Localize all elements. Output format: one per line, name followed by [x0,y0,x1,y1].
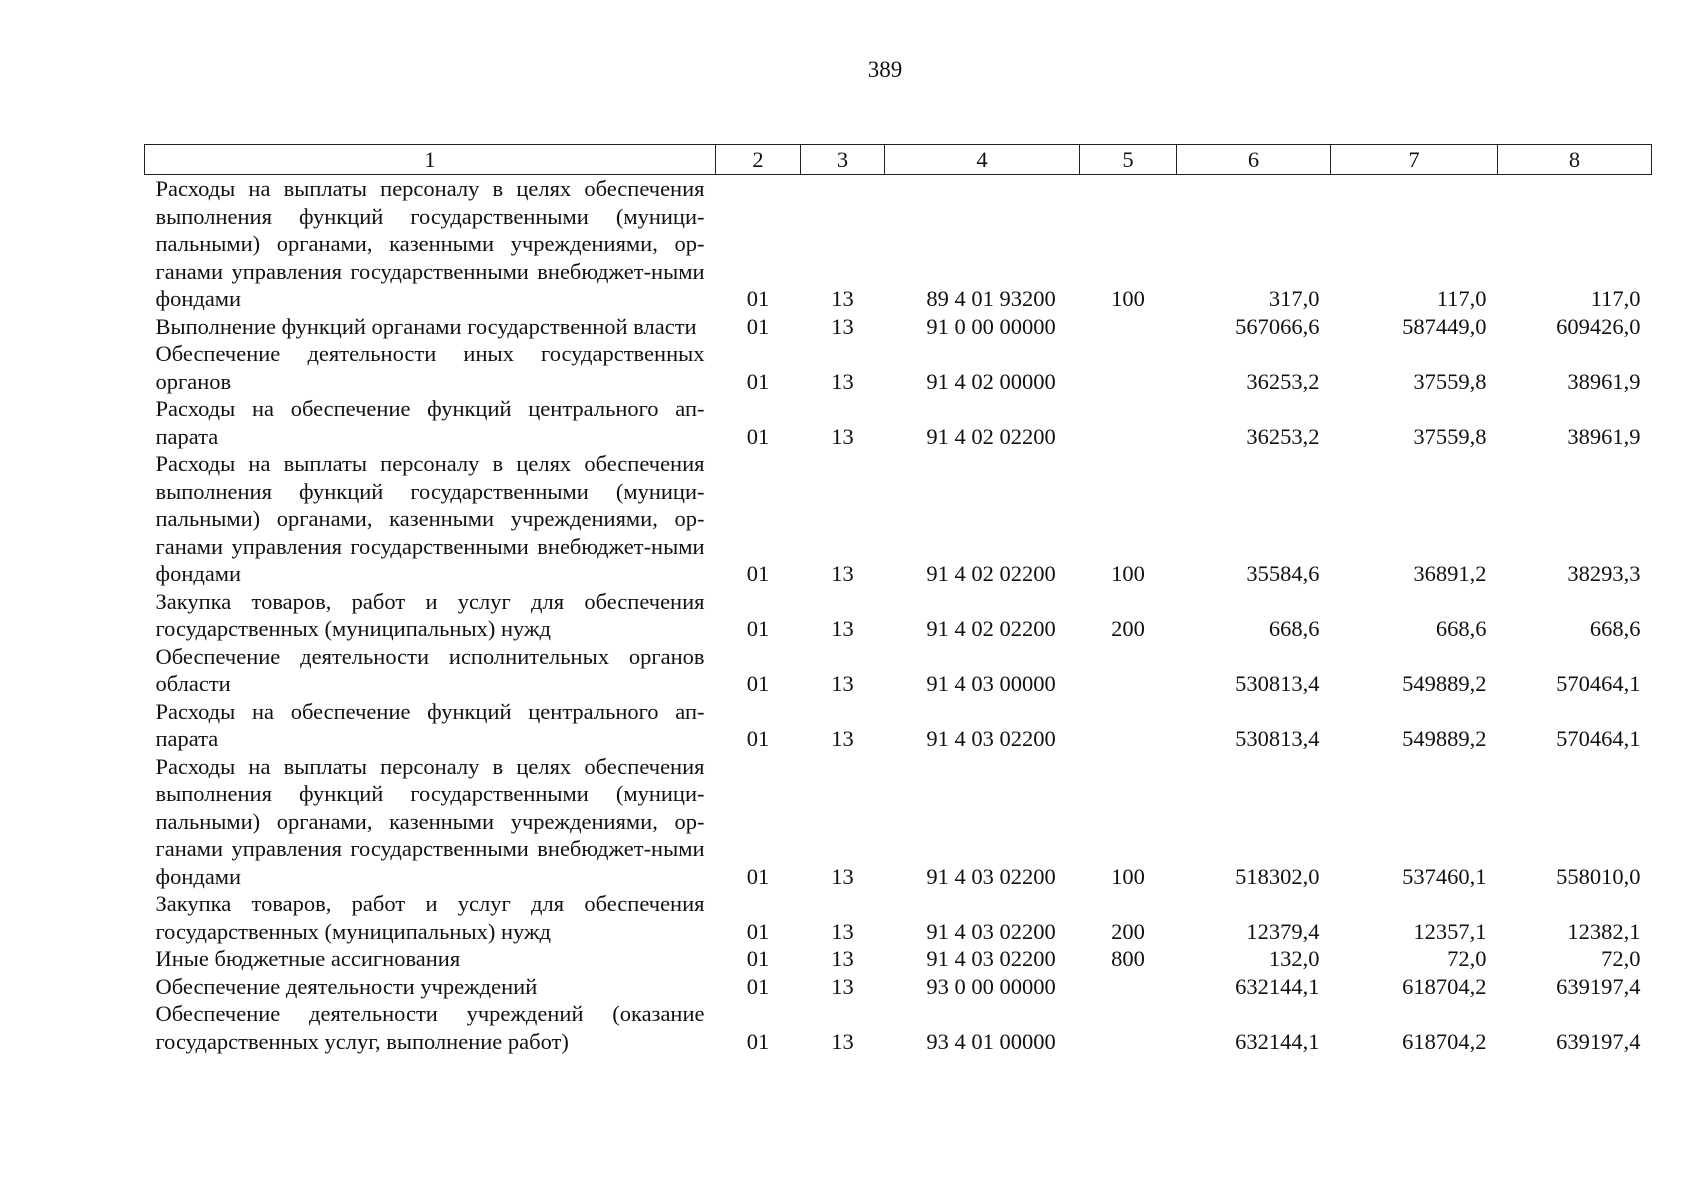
section-cell: 01 [746,286,770,311]
table-row [145,945,1652,973]
amount-year2-cell: 12357,1 [1413,918,1487,944]
target-item-cell: 91 4 03 02200 [926,918,1056,944]
amount-year2-cell: 618704,2 [1402,1028,1487,1054]
amount-year3-cell: 38961,9 [1567,368,1641,394]
amount-year1-cell: 36253,2 [1246,368,1320,394]
row-name-cell: Выполнение функций органами государственной власти [155,313,697,339]
table-row [145,698,1652,753]
table-row [145,340,1652,395]
subsection-cell: 13 [831,1028,854,1054]
target-item-cell: 91 4 03 02200 [926,726,1056,751]
expense-type-cell [1080,340,1177,395]
section-cell: 01 [746,918,770,944]
amount-year1-cell: 36253,2 [1246,423,1320,449]
amount-year3-cell: 570464,1 [1556,726,1641,751]
amount-year3-cell: 38293,3 [1567,561,1641,586]
expense-type-cell [1080,313,1177,341]
row-name-cell: Расходы на выплаты персоналу в целях обеспечения выполнения функций государственными (муници-пальными) органами, казенными учреждениями, ор-ганами управления государственными внебюджет-ными фондами [155,176,705,311]
row-name-cell: Обеспечение деятельности исполнительных органов области [155,643,705,696]
row-name-cell: Обеспечение деятельности иных государственных органов [155,341,705,394]
header-cell-4: 4 [885,145,1080,175]
amount-year2-cell: 37559,8 [1413,423,1487,449]
header-cell-7: 7 [1331,145,1498,175]
expense-type-cell: 100 [1111,863,1145,889]
table-row [145,753,1652,891]
section-cell: 01 [746,616,770,641]
amount-year1-cell: 632144,1 [1235,973,1320,999]
table-row [145,890,1652,945]
section-cell: 01 [746,946,770,971]
target-item-cell: 91 4 02 00000 [926,368,1056,394]
budget-table [144,144,1652,1055]
amount-year3-cell: 12382,1 [1567,918,1641,944]
table-body [145,175,1652,1056]
amount-year1-cell: 317,0 [1268,286,1320,311]
header-cell-8: 8 [1498,145,1652,175]
amount-year2-cell: 549889,2 [1402,726,1487,751]
amount-year2-cell: 37559,8 [1413,368,1487,394]
target-item-cell: 91 4 02 02200 [926,616,1056,641]
amount-year2-cell: 587449,0 [1402,313,1487,339]
header-cell-2: 2 [716,145,801,175]
expense-type-cell [1080,1000,1177,1055]
table-row [145,973,1652,1001]
amount-year2-cell: 72,0 [1447,946,1487,971]
expense-type-cell [1080,973,1177,1001]
amount-year3-cell: 639197,4 [1556,1028,1641,1054]
target-item-cell: 91 4 03 02200 [926,863,1056,889]
expense-type-cell: 200 [1111,918,1145,944]
amount-year1-cell: 530813,4 [1235,726,1320,751]
row-name-cell: Иные бюджетные ассигнования [155,946,461,971]
row-name-cell: Обеспечение деятельности учреждений [155,973,538,999]
section-cell: 01 [746,863,770,889]
amount-year1-cell: 132,0 [1268,946,1320,971]
amount-year2-cell: 537460,1 [1402,863,1487,889]
table-row [145,588,1652,643]
header-row [145,145,1652,175]
table-row [145,643,1652,698]
row-name-cell: Обеспечение деятельности учреждений (оказание государственных услуг, выполнение работ) [155,1001,705,1054]
amount-year2-cell: 618704,2 [1402,973,1487,999]
amount-year1-cell: 35584,6 [1246,561,1320,586]
subsection-cell: 13 [831,973,854,999]
row-name-cell: Расходы на выплаты персоналу в целях обеспечения выполнения функций государственными (муници-пальными) органами, казенными учреждениями, ор-ганами управления государственными внебюджет-ными фондами [155,753,705,889]
expense-type-cell [1080,643,1177,698]
amount-year2-cell: 36891,2 [1413,561,1487,586]
target-item-cell: 89 4 01 93200 [926,286,1056,311]
amount-year1-cell: 530813,4 [1235,671,1320,696]
section-cell: 01 [746,561,770,586]
expense-type-cell: 100 [1111,286,1145,311]
table-row [145,175,1652,313]
section-cell: 01 [746,1028,770,1054]
amount-year2-cell: 117,0 [1436,286,1487,311]
amount-year1-cell: 518302,0 [1235,863,1320,889]
amount-year1-cell: 567066,6 [1235,313,1320,339]
expense-type-cell [1080,698,1177,753]
subsection-cell: 13 [831,286,854,311]
amount-year3-cell: 558010,0 [1556,863,1641,889]
amount-year1-cell: 632144,1 [1235,1028,1320,1054]
page-number: 389 [867,57,903,82]
subsection-cell: 13 [831,368,854,394]
target-item-cell: 91 4 03 00000 [926,671,1056,696]
expense-type-cell: 100 [1111,561,1145,586]
target-item-cell: 93 0 00 00000 [926,973,1056,999]
table-row [145,395,1652,450]
subsection-cell: 13 [831,423,854,449]
amount-year3-cell: 72,0 [1601,946,1641,971]
expense-type-cell: 200 [1111,616,1145,641]
section-cell: 01 [746,671,770,696]
section-cell: 01 [746,726,770,751]
table-header [145,145,1652,175]
row-name-cell: Расходы на обеспечение функций центрального ап-парата [155,396,705,449]
header-cell-3: 3 [801,145,885,175]
subsection-cell: 13 [831,863,854,889]
subsection-cell: 13 [831,671,854,696]
target-item-cell: 91 4 03 02200 [926,946,1056,971]
subsection-cell: 13 [831,726,854,751]
target-item-cell: 91 4 02 02200 [926,561,1056,586]
amount-year3-cell: 570464,1 [1556,671,1641,696]
amount-year3-cell: 639197,4 [1556,973,1641,999]
target-item-cell: 91 0 00 00000 [926,313,1056,339]
amount-year1-cell: 668,6 [1268,616,1320,641]
amount-year2-cell: 668,6 [1435,616,1487,641]
row-name-cell: Закупка товаров, работ и услуг для обеспечения государственных (муниципальных) нужд [155,891,705,944]
section-cell: 01 [746,973,770,999]
header-cell-1: 1 [145,145,716,175]
section-cell: 01 [746,423,770,449]
subsection-cell: 13 [831,313,854,339]
header-cell-5: 5 [1080,145,1177,175]
subsection-cell: 13 [831,946,854,971]
amount-year1-cell: 12379,4 [1246,918,1320,944]
table-row [145,1000,1652,1055]
row-name-cell: Расходы на обеспечение функций центрального ап-парата [155,698,705,751]
amount-year2-cell: 549889,2 [1402,671,1487,696]
table-row [145,313,1652,341]
amount-year3-cell: 117,0 [1590,286,1641,311]
row-name-cell: Расходы на выплаты персоналу в целях обеспечения выполнения функций государственными (муници-пальными) органами, казенными учреждениями, ор-ганами управления государственными внебюджет-ными фондами [155,451,705,586]
section-cell: 01 [746,368,770,394]
table-row [145,450,1652,588]
row-name-cell: Закупка товаров, работ и услуг для обеспечения государственных (муниципальных) нужд [155,588,705,641]
amount-year3-cell: 38961,9 [1567,423,1641,449]
subsection-cell: 13 [831,616,854,641]
target-item-cell: 91 4 02 02200 [926,423,1056,449]
expense-type-cell: 800 [1111,946,1145,971]
amount-year3-cell: 668,6 [1589,616,1641,641]
subsection-cell: 13 [831,918,854,944]
expense-type-cell [1080,395,1177,450]
amount-year3-cell: 609426,0 [1556,313,1641,339]
section-cell: 01 [746,313,770,339]
target-item-cell: 93 4 01 00000 [926,1028,1056,1054]
header-cell-6: 6 [1177,145,1331,175]
subsection-cell: 13 [831,561,854,586]
